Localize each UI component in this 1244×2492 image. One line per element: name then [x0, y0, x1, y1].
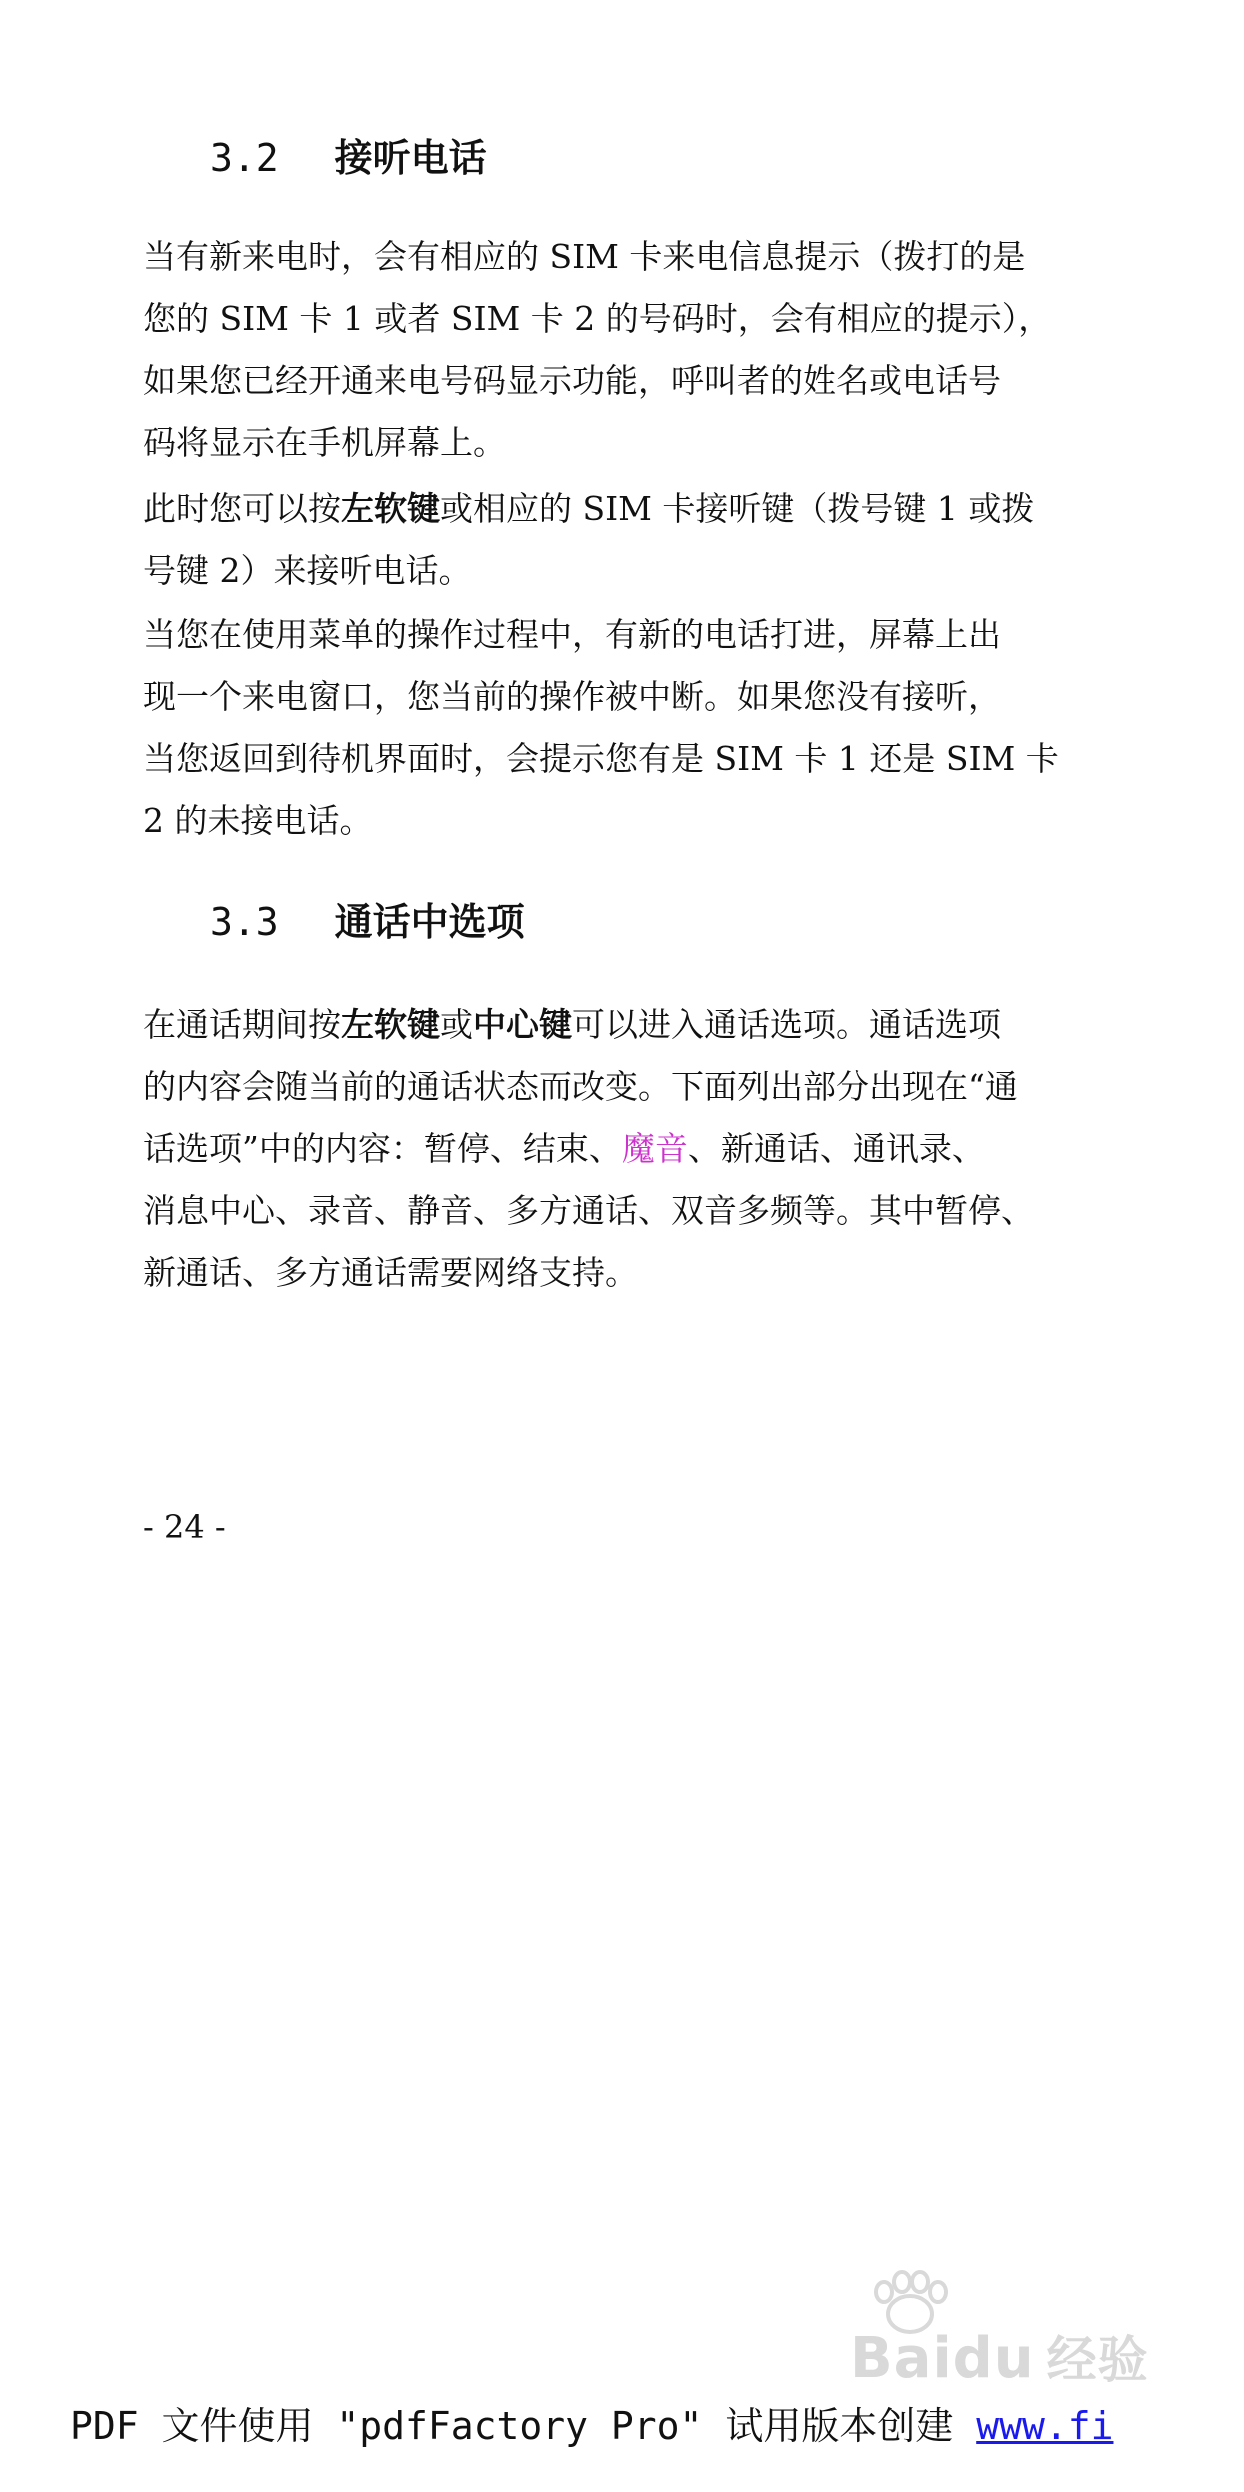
page-number: - 24 - — [143, 1508, 226, 1546]
section-number: 3.2 — [210, 136, 279, 180]
paragraph-line: 如果您已经开通来电号码显示功能，呼叫者的姓名或电话号 — [143, 361, 1001, 400]
paragraph-call-options — [143, 994, 1083, 1304]
key-name-left-softkey: 左软键 — [341, 1005, 440, 1044]
paragraph-incoming-call — [143, 226, 1083, 474]
text-run: 在通话期间按 — [143, 1005, 341, 1044]
paragraph-line: 您的 SIM 卡 1 或者 SIM 卡 2 的号码时，会有相应的提示）， — [143, 299, 1052, 338]
paragraph-line: 现一个来电窗口，您当前的操作被中断。如果您没有接听， — [143, 677, 1001, 716]
footer-link[interactable]: www.fi — [976, 2404, 1114, 2448]
footer-text: PDF 文件使用 "pdfFactory Pro" 试用版本创建 — [70, 2404, 977, 2448]
section-title: 通话中选项 — [334, 900, 525, 944]
paragraph-line — [143, 478, 1083, 540]
paragraph-line: 当您在使用菜单的操作过程中，有新的电话打进，屏幕上出 — [143, 615, 1001, 654]
text-run: 可以进入通话选项。通话选项 — [572, 1005, 1001, 1044]
paragraph-line: 当有新来电时，会有相应的 SIM 卡来电信息提示（拨打的是 — [143, 237, 1026, 276]
paragraph-line: 码将显示在手机屏幕上。 — [143, 423, 506, 462]
section-heading-3-3 — [210, 898, 525, 946]
key-name-center-key: 中心键 — [473, 1005, 572, 1044]
pdf-factory-footer — [70, 2398, 1113, 2454]
text-run: 或相应的 SIM 卡接听键（拨号键 1 或拨 — [440, 489, 1035, 528]
paragraph-line: 的内容会随当前的通话状态而改变。下面列出部分出现在“通 — [143, 1067, 1018, 1106]
watermark-brand: Baidu — [850, 2326, 1035, 2391]
key-name-left-softkey: 左软键 — [341, 489, 440, 528]
paragraph-line: 号键 2）来接听电话。 — [143, 551, 472, 590]
text-run: 或 — [440, 1005, 473, 1044]
paragraph-line — [143, 994, 1083, 1056]
paragraph-missed-call — [143, 604, 1083, 852]
paragraph-line — [143, 1118, 1083, 1180]
watermark-text — [850, 2320, 1149, 2392]
section-heading-3-2 — [210, 134, 487, 182]
highlighted-term-link[interactable]: 魔音 — [621, 1129, 688, 1168]
paragraph-line: 当您返回到待机界面时，会提示您有是 SIM 卡 1 还是 SIM 卡 — [143, 739, 1059, 778]
text-run: 此时您可以按 — [143, 489, 341, 528]
baidu-watermark — [850, 2270, 1180, 2400]
section-number: 3.3 — [210, 900, 279, 944]
paragraph-answer-keys — [143, 478, 1083, 602]
paragraph-line: 新通话、多方通话需要网络支持。 — [143, 1253, 638, 1292]
text-run: 话选项”中的内容：暂停、结束、 — [143, 1129, 622, 1168]
watermark-brand-cn: 经验 — [1046, 2331, 1149, 2389]
section-title: 接听电话 — [334, 136, 487, 180]
paragraph-line: 2 的未接电话。 — [143, 801, 373, 840]
paragraph-line: 消息中心、录音、静音、多方通话、双音多频等。其中暂停、 — [143, 1191, 1034, 1230]
text-run: 、新通话、通讯录、 — [687, 1129, 985, 1168]
